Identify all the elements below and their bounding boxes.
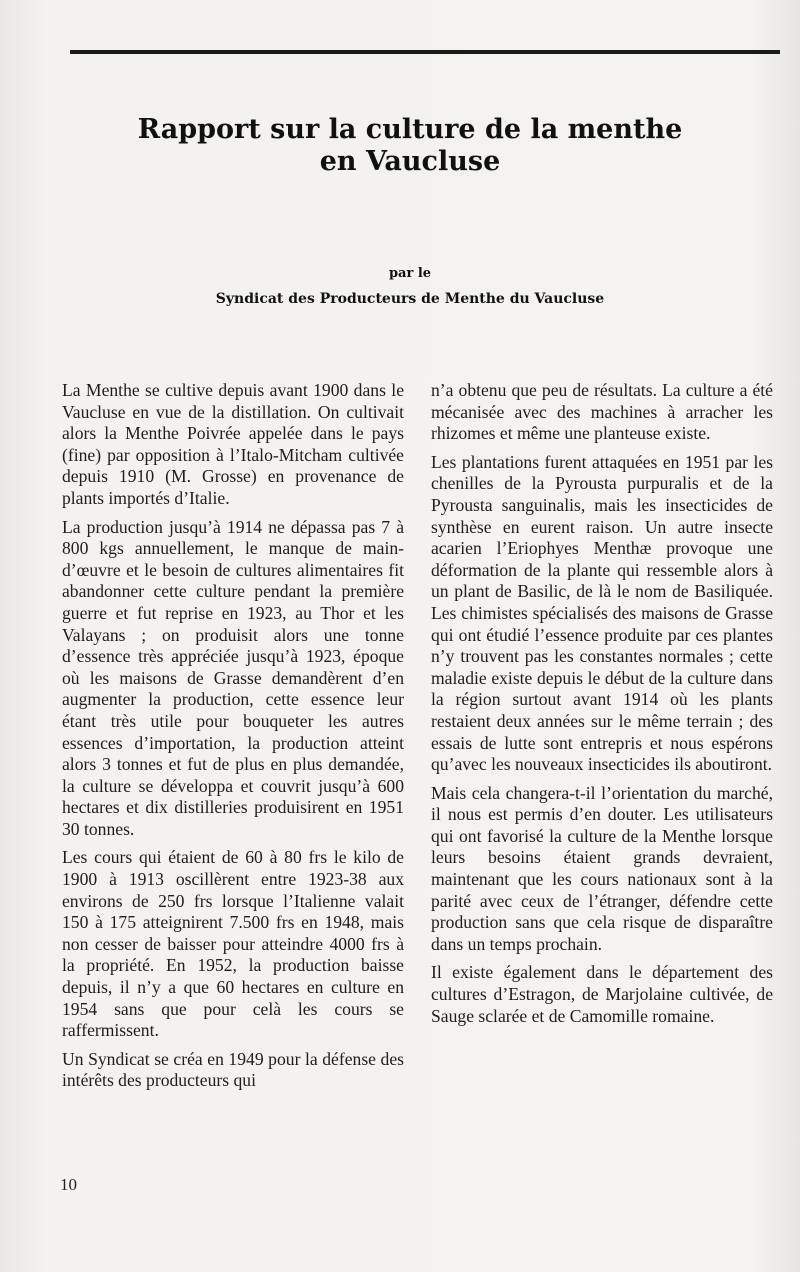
byline-author: Syndicat des Producteurs de Menthe du Vaucluse: [215, 291, 605, 307]
left-column: [62, 380, 404, 1099]
paragraph: La Menthe se cultive depuis avant 1900 dans le Vaucluse en vue de la distillation. On cultivait alors la Menthe Poivrée appelée dans le pays (fine) par opposition à l’Italo-Mitcham cultivée depuis 1910 (M. Grosse) en provenance de plants importés d’Italie.: [62, 380, 404, 508]
paragraph: La production jusqu’à 1914 ne dépassa pas 7 à 800 kgs annuellement, le manque de main-d’œuvre et le besoin de cultures alimentaires fit abandonner cette culture pendant la première guerre et fut reprise en 1923, au Thor et les Valayans ; on produisit alors une tonne d’essence très appréciée jusqu’à 1923, époque où les maisons de Grasse demandèrent d’en augmenter la production, cette essence leur étant très utile pour bouqueter les autres essences d’importation, la production atteint alors 3 tonnes et fut de plus en plus demandée, la culture se développa et couvrit jusqu’à 600 hectares et dix distilleries produisirent en 1951 30 tonnes.: [62, 516, 404, 839]
page-number: 10: [60, 1175, 77, 1194]
paragraph: n’a obtenu que peu de résultats. La culture a été mécanisée avec des machines à arracher les rhizomes et même une planteuse existe.: [431, 380, 773, 444]
right-column: [431, 380, 773, 1034]
paragraph: Les plantations furent attaquées en 1951 par les chenilles de la Pyrousta purpuralis et de la Pyrousta sanguinalis, mais les insecticides de synthèse en eurent raison. Un autre insecte acarien l’Eriophyes Menthæ provoque une déformation de la plante qui ressemble alors à un plant de Basilic, de là le nom de Basiliquée. Les chimistes spécialisés des maisons de Grasse qui ont étudié l’essence produite par ces plantes n’y trouvent pas les constantes normales ; cette maladie existe depuis le début de la culture dans la région surtout avant 1914 où les plants restaient deux années sur le même terrain ; des essais de lutte sont entrepris et nous espérons qu’avec les nouveaux insecticides ils aboutiront.: [431, 451, 773, 775]
paragraph: Les cours qui étaient de 60 à 80 frs le kilo de 1900 à 1913 oscillèrent entre 1923-38 aux environs de 250 frs lorsque l’Italienne valait 150 à 175 atteignirent 7.500 frs en 1948, mais non cesser de baisser pour atteindre 4000 frs à la propriété. En 1952, la production baisse depuis, il n’y a que 60 hectares en culture en 1954 sans que pour celà les cours se raffermissent.: [62, 847, 404, 1041]
top-rule: [70, 50, 780, 54]
paragraph: Un Syndicat se créa en 1949 pour la défense des intérêts des producteurs qui: [62, 1048, 404, 1091]
title-line-2: en Vaucluse: [319, 146, 501, 177]
paragraph: Mais cela changera-t-il l’orientation du marché, il nous est permis d’en douter. Les utilisateurs qui ont favorisé la culture de la Menthe lorsque leurs besoins étaient grands devraient, maintenant que les cours nationaux sont à la parité avec ceux de l’étranger, défendre cette production sans que cela risque de disparaître dans un temps prochain.: [431, 782, 773, 954]
paragraph: Il existe également dans le département des cultures d’Estragon, de Marjolaine cultivée, de Sauge sclarée et de Camomille romaine.: [431, 962, 773, 1026]
title-line-1: Rapport sur la culture de la menthe: [137, 114, 683, 145]
byline-prefix: par le: [388, 266, 432, 281]
article-title: [60, 114, 760, 178]
